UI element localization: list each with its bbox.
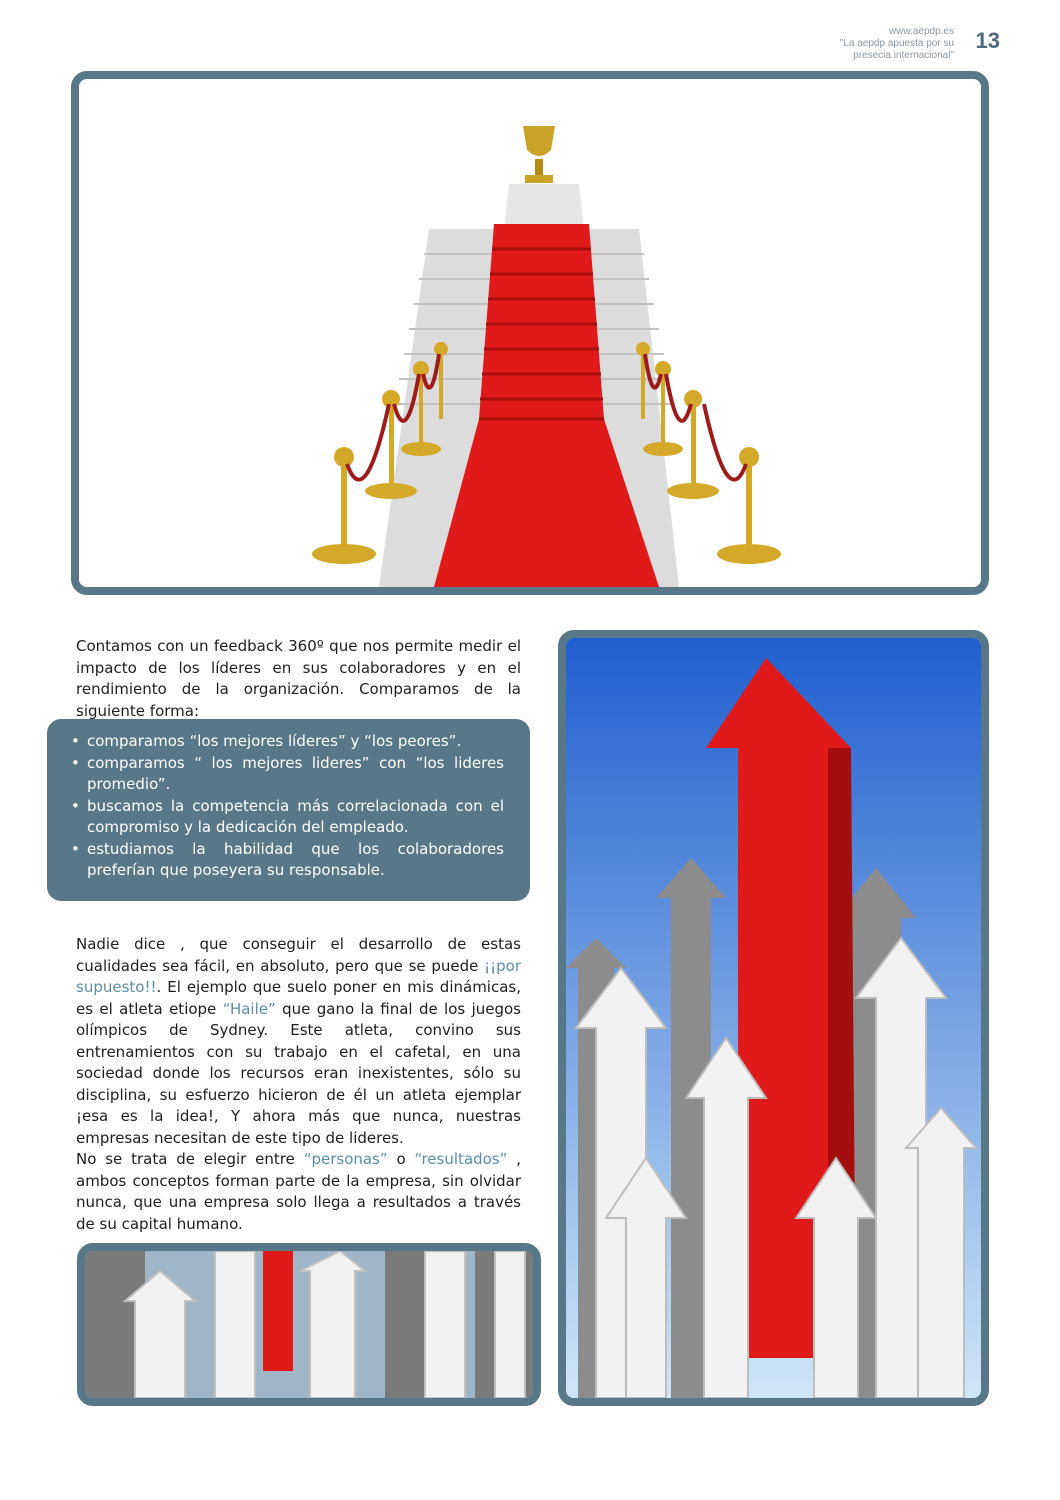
comparison-box xyxy=(47,719,530,901)
list-item: • comparamos “los mejores líderes” y “los peores”. xyxy=(71,732,462,750)
arrows-closeup-illustration xyxy=(85,1251,533,1398)
page-number: 13 xyxy=(975,28,1000,53)
list-item: • buscamos la competencia más correlacionada con el compromiso y la dedicación del empleado. xyxy=(71,796,504,836)
header-site: www.aepdp.es xyxy=(888,26,954,37)
haile-paragraph: Nadie dice , que conseguir el desarrollo de estas cualidades sea fácil, en absoluto, pero que se puede ¡¡por supuesto!!. El ejemplo que suelo poner en mis dinámicas, es el atleta etiope “Haile” que gano la final de los juegos olímpicos de Sydney. Este atleta, convino sus entrenamientos con su trabajo en el cafetal, en una sociedad donde los recursos eran inexistentes, sólo su disciplina, su esfuerzo hicieron de él un atleta ejemplar ¡esa es la idea!, Y ahora más que nunca, nuestras empresas necesitan de este tipo de lideres. xyxy=(76,935,521,1147)
list-item: • comparamos “ los mejores lideres” con “los lideres promedio”. xyxy=(71,753,504,793)
top-image-frame xyxy=(71,71,989,595)
header-tagline-1: "La aepdp apuesta por su xyxy=(839,38,954,49)
right-image-frame xyxy=(558,630,989,1406)
bottom-image-frame xyxy=(77,1243,541,1406)
red-carpet-illustration xyxy=(79,79,981,587)
conclusion-paragraph: No se trata de elegir entre “personas” o “resultados” , ambos conceptos forman parte de la empresa, sin olvidar nunca, que una empresa solo llega a resultados a través de su capital humano. xyxy=(76,1150,521,1233)
intro-paragraph: Contamos con un feedback 360º que nos permite medir el impacto de los líderes en sus colaboradores y en el rendimiento de la organización. Comparamos de la siguiente forma: xyxy=(76,637,521,720)
header-text xyxy=(734,26,954,62)
comparison-list xyxy=(71,731,504,882)
arrows-illustration xyxy=(566,638,981,1398)
header-tagline-2: presecia internacional" xyxy=(853,50,954,61)
list-item: • estudiamos la habilidad que los colaboradores preferían que poseyera su responsable. xyxy=(71,839,504,879)
